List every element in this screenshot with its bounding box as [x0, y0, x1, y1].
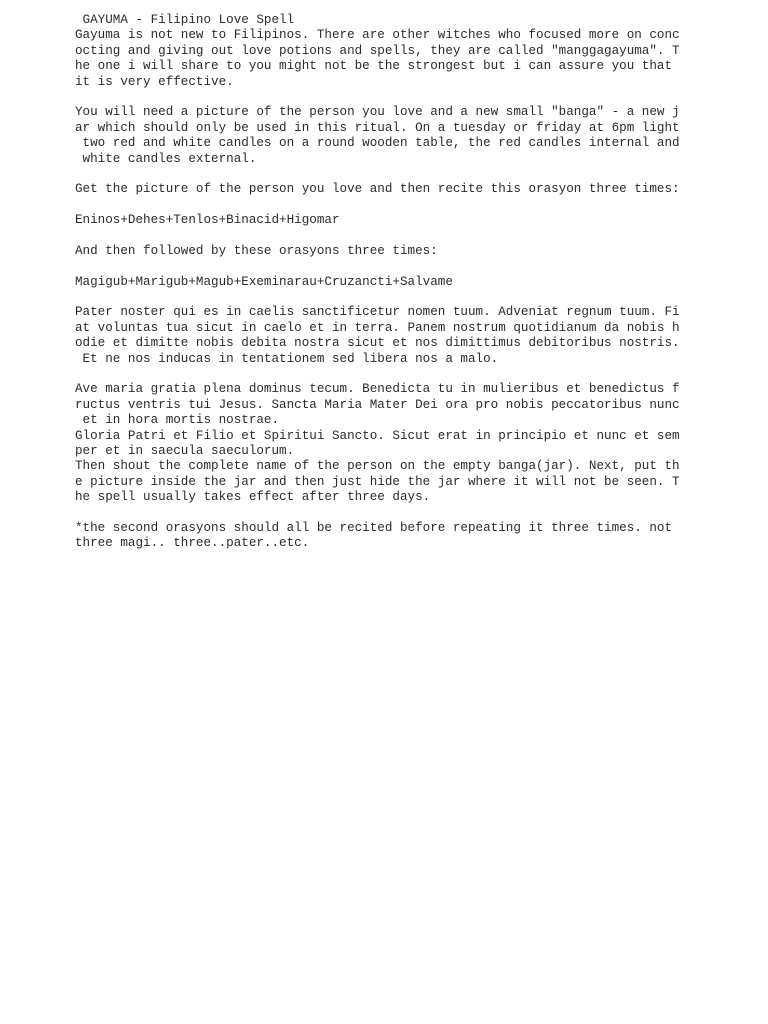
note-line: three magi.. three..pater..etc.	[75, 536, 310, 551]
prayer-line: Pater noster qui es in caelis sanctificetur nomen tuum. Adveniat regnum tuum. Fi	[75, 305, 680, 320]
blank-line	[75, 90, 695, 105]
blank-line	[75, 290, 695, 305]
text-line: it is very effective.	[75, 74, 234, 89]
text-line: octing and giving out love potions and spells, they are called "manggagayuma". T	[75, 43, 680, 58]
text-line: Gayuma is not new to Filipinos. There are other witches who focused more on conc	[75, 28, 680, 43]
text-line: he spell usually takes effect after three days.	[75, 490, 431, 505]
prayer-line: Gloria Patri et Filio et Spiritui Sancto. Sicut erat in principio et nunc et sem	[75, 428, 680, 443]
text-line: Then shout the complete name of the person on the empty banga(jar). Next, put th	[75, 459, 680, 474]
text-line: e picture inside the jar and then just hide the jar where it will not be seen. T	[75, 474, 680, 489]
text-line: ar which should only be used in this ritual. On a tuesday or friday at 6pm light	[75, 120, 680, 135]
prayer-line: Et ne nos inducas in tentationem sed libera nos a malo.	[75, 351, 499, 366]
blank-line	[75, 506, 695, 521]
text-line: You will need a picture of the person you love and a new small "banga" - a new j	[75, 105, 680, 120]
prayer-line: ructus ventris tui Jesus. Sancta Maria Mater Dei ora pro nobis peccatoribus nunc	[75, 397, 680, 412]
prayer-line: per et in saecula saeculorum.	[75, 443, 295, 458]
prayer-line: Ave maria gratia plena dominus tecum. Benedicta tu in mulieribus et benedictus f	[75, 382, 680, 397]
note-line: *the second orasyons should all be recited before repeating it three times. not	[75, 520, 673, 535]
text-line: two red and white candles on a round wooden table, the red candles internal and	[75, 136, 680, 151]
prayer-line: odie et dimitte nobis debita nostra sicut et nos dimittimus debitoribus nostris.	[75, 336, 680, 351]
blank-line	[75, 198, 695, 213]
text-line: Get the picture of the person you love and then recite this orasyon three times:	[75, 182, 680, 197]
prayer-line: et in hora mortis nostrae.	[75, 413, 280, 428]
document-body	[75, 13, 695, 552]
blank-line	[75, 228, 695, 243]
orasyon-line: Eninos+Dehes+Tenlos+Binacid+Higomar	[75, 213, 340, 228]
document-title: GAYUMA - Filipino Love Spell	[75, 13, 295, 27]
prayer-line: at voluntas tua sicut in caelo et in terra. Panem nostrum quotidianum da nobis h	[75, 320, 680, 335]
blank-line	[75, 167, 695, 182]
blank-line	[75, 259, 695, 274]
text-line: white candles external.	[75, 151, 257, 166]
blank-line	[75, 367, 695, 382]
text-line: And then followed by these orasyons three times:	[75, 243, 438, 258]
orasyon-line: Magigub+Marigub+Magub+Exeminarau+Cruzancti+Salvame	[75, 274, 453, 289]
text-line: he one i will share to you might not be the strongest but i can assure you that	[75, 59, 673, 74]
